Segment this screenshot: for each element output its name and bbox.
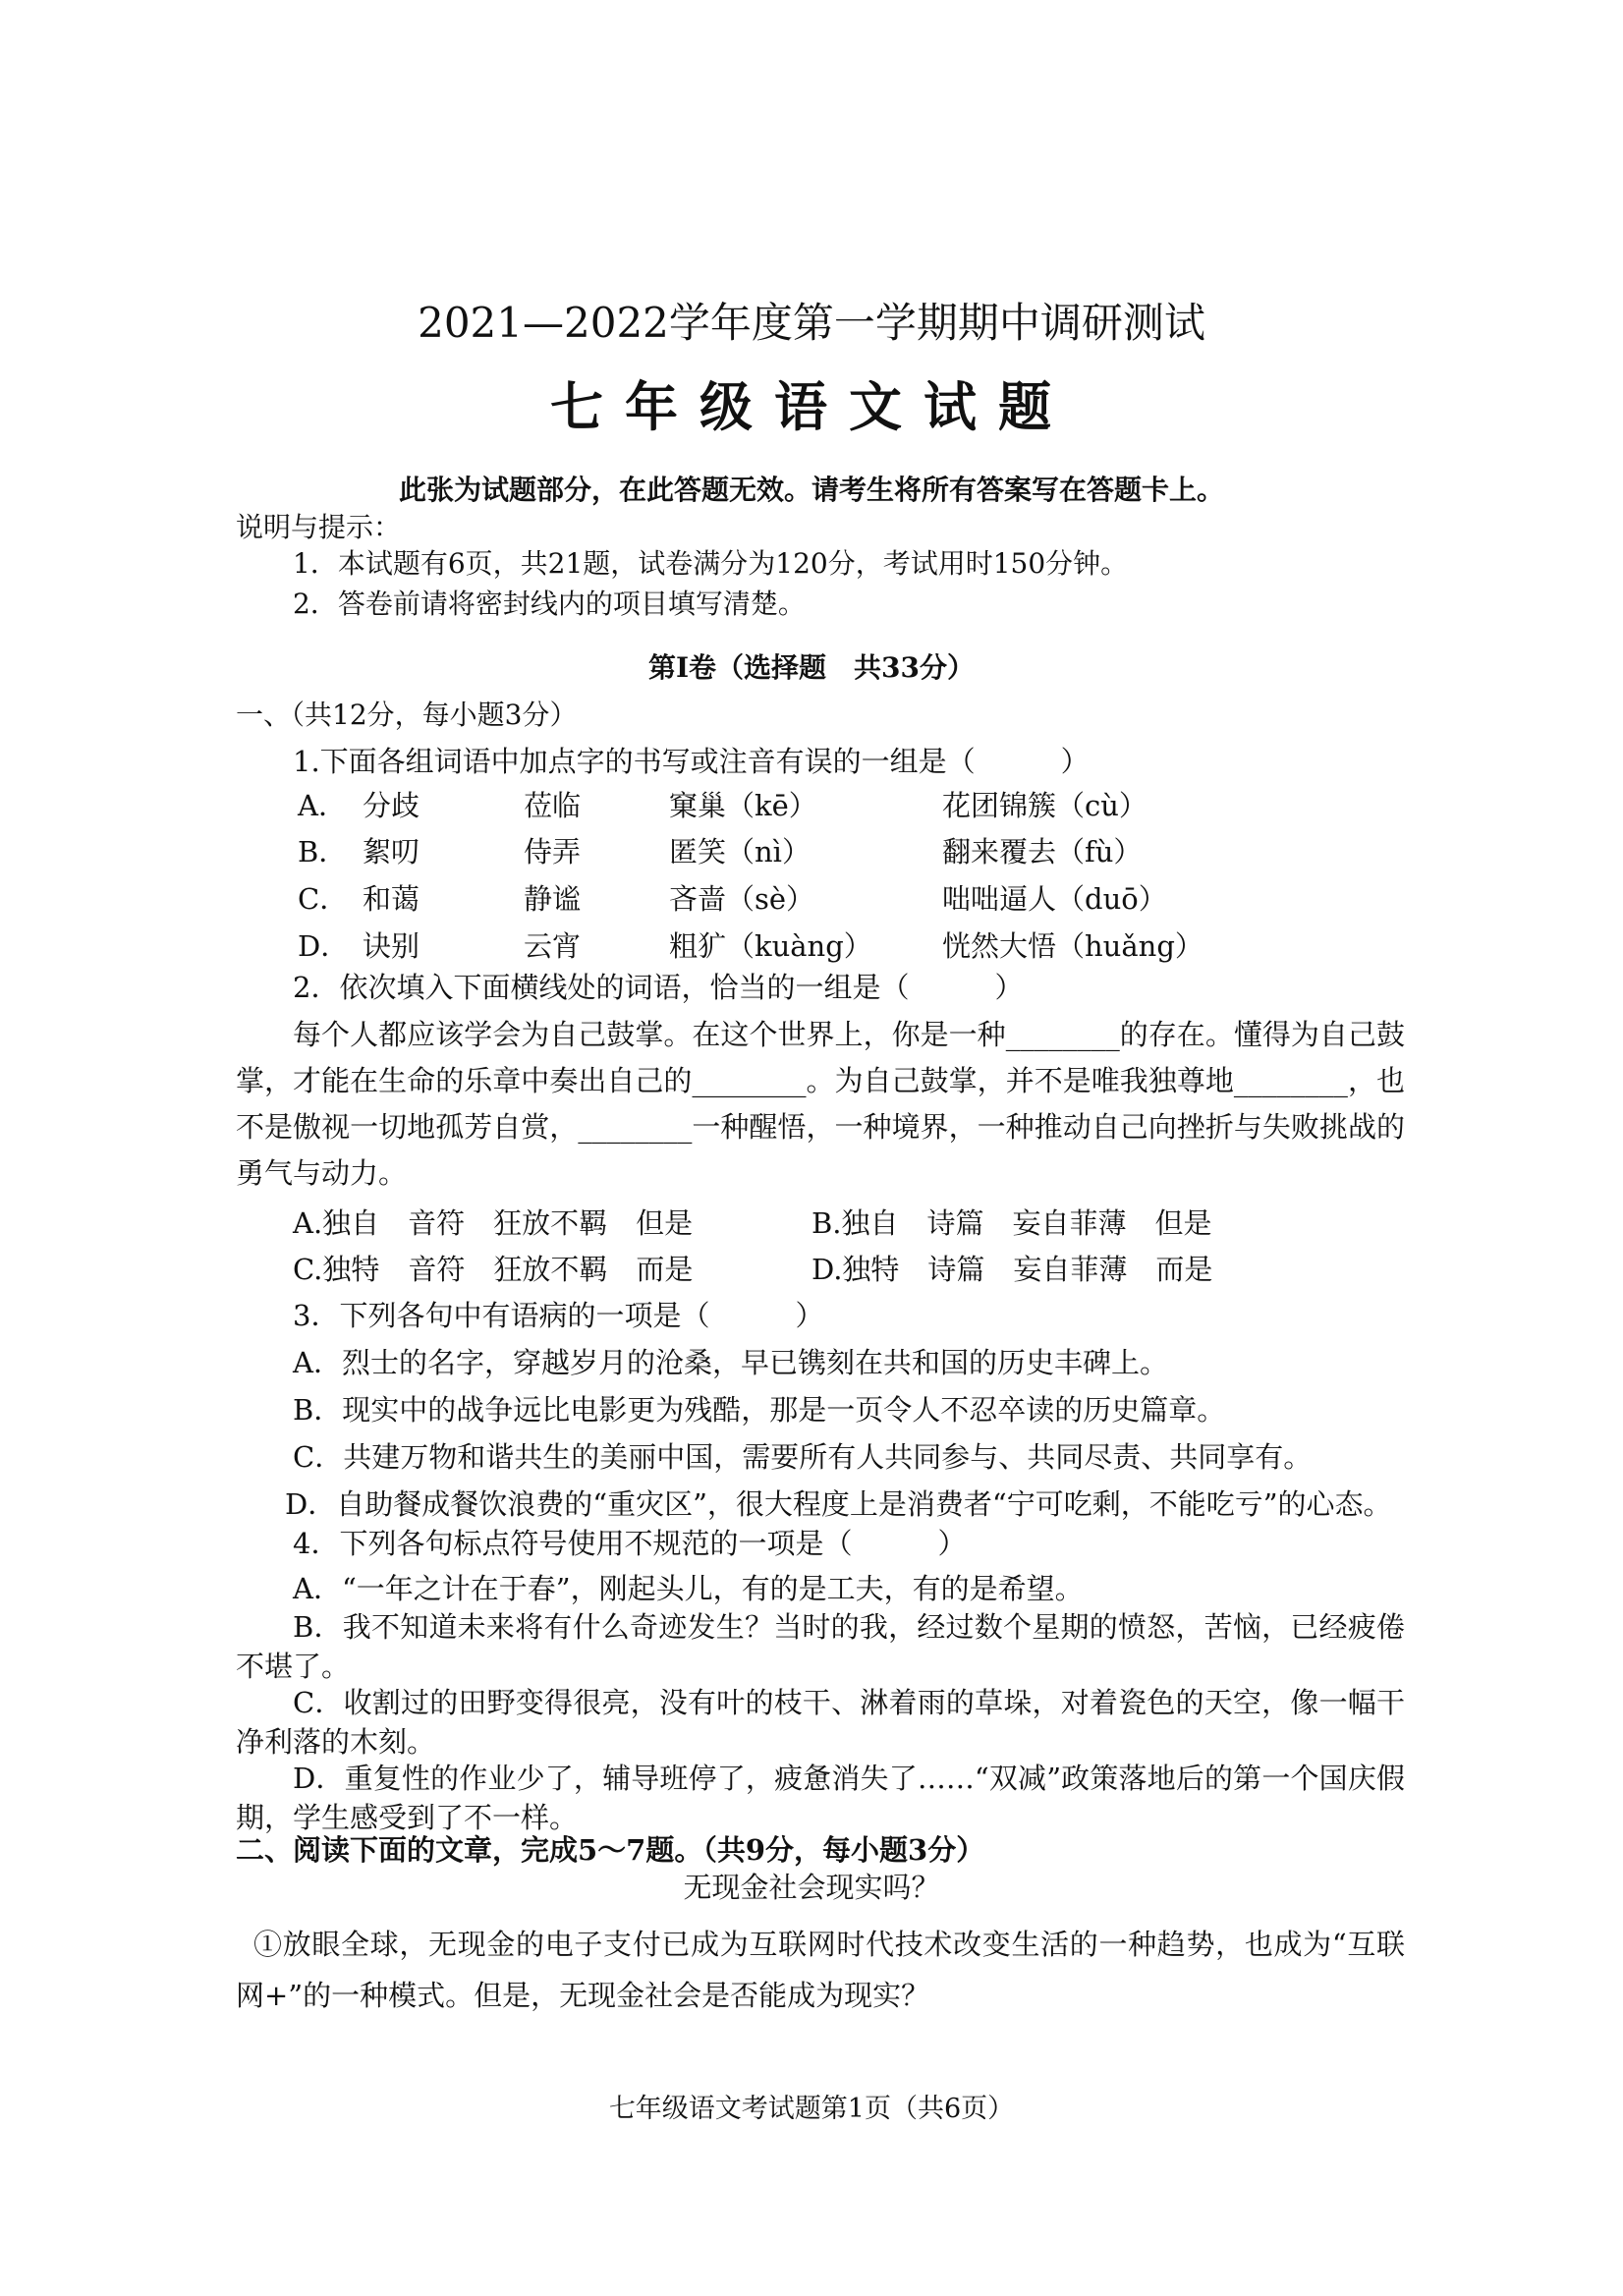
q4-option-d: D．重复性的作业少了，辅导班停了，疲惫消失了……“双减”政策落地后的第一个国庆假期，学生感受到了不一样。 <box>236 1762 1405 1834</box>
instructions-heading: 说明与提示： <box>236 511 402 543</box>
option-label: C． <box>298 882 349 916</box>
word-1: 分歧 <box>363 789 420 822</box>
q4-option-b: B．我不知道未来将有什么奇迹发生？当时的我，经过数个星期的愤怒，苦恼，已经疲倦不堪了。 <box>236 1610 1405 1683</box>
q1-option-c <box>298 877 1280 917</box>
q3-option-c: C．共建万物和谐共生的美丽中国，需要所有人共同参与、共同尽责、共同享有。 <box>293 1440 1313 1474</box>
q2-option-d: D.独特 诗篇 妄自菲薄 而是 <box>812 1253 1213 1286</box>
article-title: 无现金社会现实吗？ <box>683 1871 940 1904</box>
q3-option-a: A．烈士的名字，穿越岁月的沧桑，早已镌刻在共和国的历史丰碑上。 <box>293 1346 1168 1379</box>
q1-option-b <box>298 830 1280 869</box>
section1-heading: 一、（共12分，每小题3分） <box>236 699 578 731</box>
exam-subject-title: 七年级语文试题 <box>550 375 1073 438</box>
word-4: 咄咄逼人（duō） <box>942 882 1167 916</box>
exam-title: 2021—2022学年度第一学期期中调研测试 <box>418 299 1205 347</box>
q1-option-a <box>298 784 1280 823</box>
article-paragraph-1: ①放眼全球，无现金的电子支付已成为互联网时代技术改变生活的一种趋势，也成为“互联网+”的一种模式。但是，无现金社会是否能成为现实？ <box>236 1928 1405 2012</box>
section2-heading: 二、阅读下面的文章，完成5～7题。（共9分，每小题3分） <box>236 1833 985 1867</box>
word-3: 吝啬（sè） <box>669 882 815 916</box>
q2-option-a: A.独自 音符 狂放不羁 但是 <box>293 1206 694 1240</box>
word-2: 云宵 <box>524 929 582 963</box>
word-4: 恍然大悟（huǎng） <box>942 929 1203 963</box>
option-label: D． <box>298 929 350 963</box>
q2-option-c: C.独特 音符 狂放不羁 而是 <box>293 1253 694 1286</box>
q3-stem: 3．下列各句中有语病的一项是（ ） <box>293 1299 824 1332</box>
volume-title: 第Ⅰ卷（选择题 共33分） <box>647 651 976 684</box>
answer-notice: 此张为试题部分，在此答题无效。请考生将所有答案写在答题卡上。 <box>398 474 1224 506</box>
word-2: 莅临 <box>524 789 582 822</box>
q2-passage: 每个人都应该学会为自己鼓掌。在这个世界上，你是一种________的存在。懂得为自己鼓掌，才能在生命的乐章中奏出自己的________。为自己鼓掌，并不是唯我独尊地________，也不是傲视一切地孤芳自赏，________一种醒悟，一种境界，一种推动自己向挫折与失败挑战的勇气与动力。 <box>236 1018 1405 1190</box>
q1-option-d <box>298 924 1280 964</box>
word-3: 窠巢（kē） <box>669 789 817 822</box>
word-3: 匿笑（nì） <box>669 835 811 868</box>
q2-stem: 2．依次填入下面横线处的词语，恰当的一组是（ ） <box>293 971 1024 1004</box>
q4-stem: 4．下列各句标点符号使用不规范的一项是（ ） <box>293 1527 967 1560</box>
option-label: B． <box>298 835 348 868</box>
instruction-item: 2．答卷前请将密封线内的项目填写清楚。 <box>293 588 806 620</box>
word-1: 和蔼 <box>363 882 420 916</box>
word-2: 静谧 <box>524 882 582 916</box>
q4-option-c: C．收割过的田野变得很亮，没有叶的枝干、淋着雨的草垛，对着瓷色的天空，像一幅干净利落的木刻。 <box>236 1686 1405 1759</box>
word-4: 花团锦簇（cù） <box>942 789 1147 822</box>
q3-option-d: D．自助餐成餐饮浪费的“重灾区”，很大程度上是消费者“宁可吃剩，不能吃亏”的心态。 <box>285 1487 1392 1521</box>
word-1: 絮叨 <box>363 835 420 868</box>
option-label: A． <box>298 789 347 822</box>
q4-option-a: A．“一年之计在于春”，刚起头儿，有的是工夫，有的是希望。 <box>293 1572 1084 1605</box>
q1-stem: 1.下面各组词语中加点字的书写或注音有误的一组是（ ） <box>293 745 1090 778</box>
page-footer: 七年级语文考试题第1页（共6页） <box>608 2094 1015 2124</box>
q2-option-b: B.独自 诗篇 妄自菲薄 但是 <box>812 1206 1212 1240</box>
word-3: 粗犷（kuàng） <box>669 929 872 963</box>
instruction-item: 1．本试题有6页，共21题，试卷满分为120分，考试用时150分钟。 <box>293 547 1129 580</box>
word-1: 诀别 <box>363 929 420 963</box>
word-4: 翻来覆去（fù） <box>942 835 1143 868</box>
word-2: 侍弄 <box>524 835 582 868</box>
q3-option-b: B．现实中的战争远比电影更为残酷，那是一页令人不忍卒读的历史篇章。 <box>293 1393 1226 1427</box>
